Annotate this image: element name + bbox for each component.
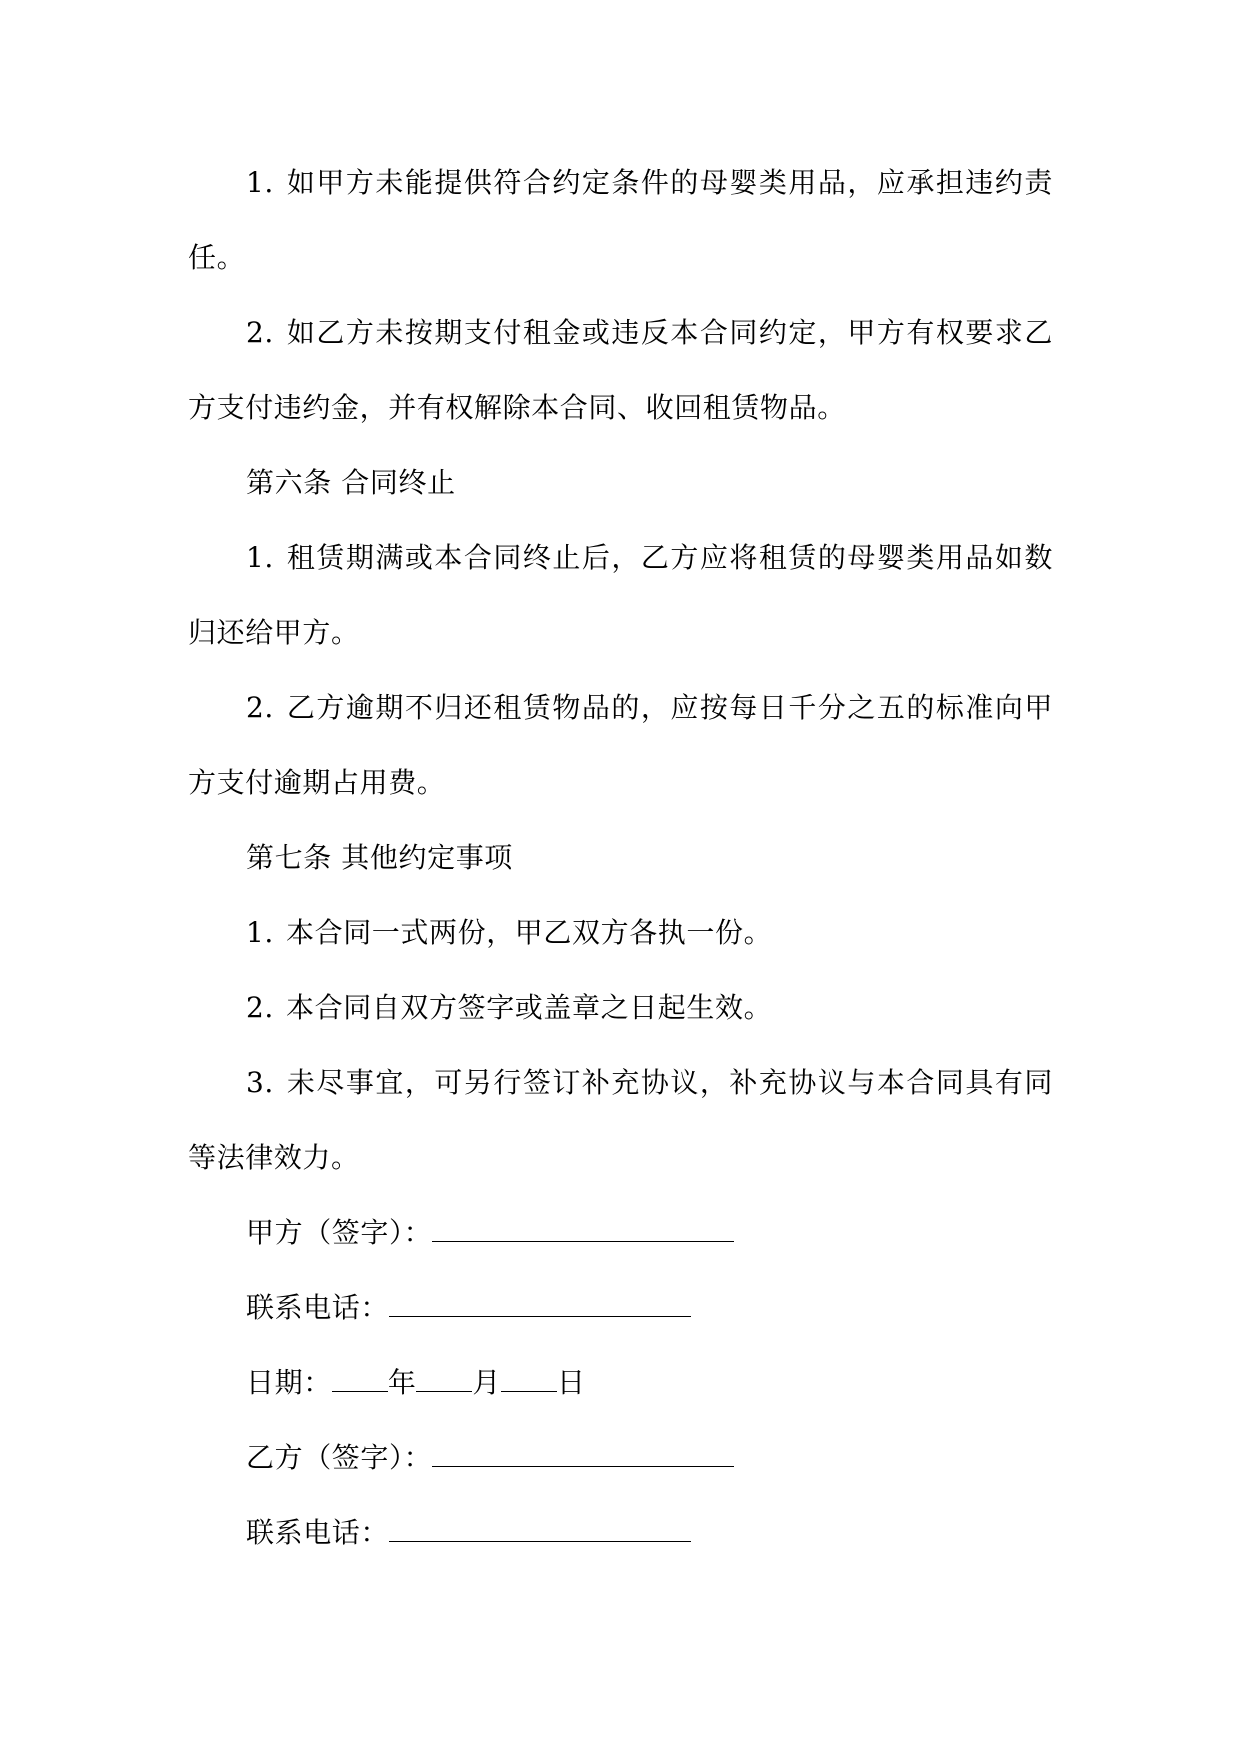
breach-clause-2 bbox=[188, 295, 1053, 445]
party-a-label: 甲方（签字）： bbox=[246, 1216, 433, 1249]
clause-number: 2. bbox=[246, 991, 274, 1024]
clause-text: 乙方逾期不归还租赁物品的，应按每日千分之五的标准向甲方支付逾期占用费。 bbox=[188, 691, 1053, 799]
article-7-clause-3 bbox=[188, 1045, 1053, 1195]
breach-clause-1 bbox=[188, 145, 1053, 295]
article-6-clause-2 bbox=[188, 670, 1053, 820]
clause-number: 1. bbox=[246, 916, 274, 949]
article-7-clause-2 bbox=[188, 970, 1053, 1045]
party-a-phone-blank[interactable] bbox=[389, 1292, 691, 1317]
date-line bbox=[188, 1345, 1053, 1420]
clause-number: 2. bbox=[246, 691, 274, 724]
party-b-phone-line bbox=[188, 1495, 1053, 1570]
party-b-phone-blank[interactable] bbox=[389, 1517, 691, 1542]
clause-text: 如乙方未按期支付租金或违反本合同约定，甲方有权要求乙方支付违约金，并有权解除本合同、收回租赁物品。 bbox=[188, 316, 1053, 424]
date-label: 日期： bbox=[246, 1366, 332, 1399]
clause-text: 租赁期满或本合同终止后，乙方应将租赁的母婴类用品如数归还给甲方。 bbox=[188, 541, 1053, 649]
party-b-signature-line bbox=[188, 1420, 1053, 1495]
clause-text: 本合同一式两份，甲乙双方各执一份。 bbox=[286, 916, 773, 949]
article-7-clause-1 bbox=[188, 895, 1053, 970]
party-a-signature-blank[interactable] bbox=[432, 1217, 734, 1242]
article-6-clause-1 bbox=[188, 520, 1053, 670]
article-6-heading: 第六条 合同终止 bbox=[246, 466, 456, 499]
clause-text: 本合同自双方签字或盖章之日起生效。 bbox=[286, 991, 773, 1024]
party-a-phone-label: 联系电话： bbox=[246, 1291, 390, 1324]
month-blank[interactable] bbox=[416, 1367, 472, 1392]
month-label: 月 bbox=[472, 1366, 502, 1399]
clause-text: 如甲方未能提供符合约定条件的母婴类用品，应承担违约责任。 bbox=[188, 166, 1053, 274]
day-blank[interactable] bbox=[501, 1367, 557, 1392]
year-label: 年 bbox=[387, 1366, 417, 1399]
party-b-label: 乙方（签字）： bbox=[246, 1441, 433, 1474]
party-a-signature-line bbox=[188, 1195, 1053, 1270]
clause-text: 未尽事宜，可另行签订补充协议，补充协议与本合同具有同等法律效力。 bbox=[188, 1066, 1053, 1174]
year-blank[interactable] bbox=[332, 1367, 388, 1392]
clause-number: 3. bbox=[246, 1066, 274, 1099]
party-b-signature-blank[interactable] bbox=[432, 1442, 734, 1467]
clause-number: 2. bbox=[246, 316, 274, 349]
article-7-heading: 第七条 其他约定事项 bbox=[246, 841, 513, 874]
party-a-phone-line bbox=[188, 1270, 1053, 1345]
clause-number: 1. bbox=[246, 541, 274, 574]
day-label: 日 bbox=[557, 1366, 586, 1399]
clause-number: 1. bbox=[246, 166, 274, 199]
party-b-phone-label: 联系电话： bbox=[246, 1516, 390, 1549]
document-body bbox=[188, 145, 1053, 1570]
